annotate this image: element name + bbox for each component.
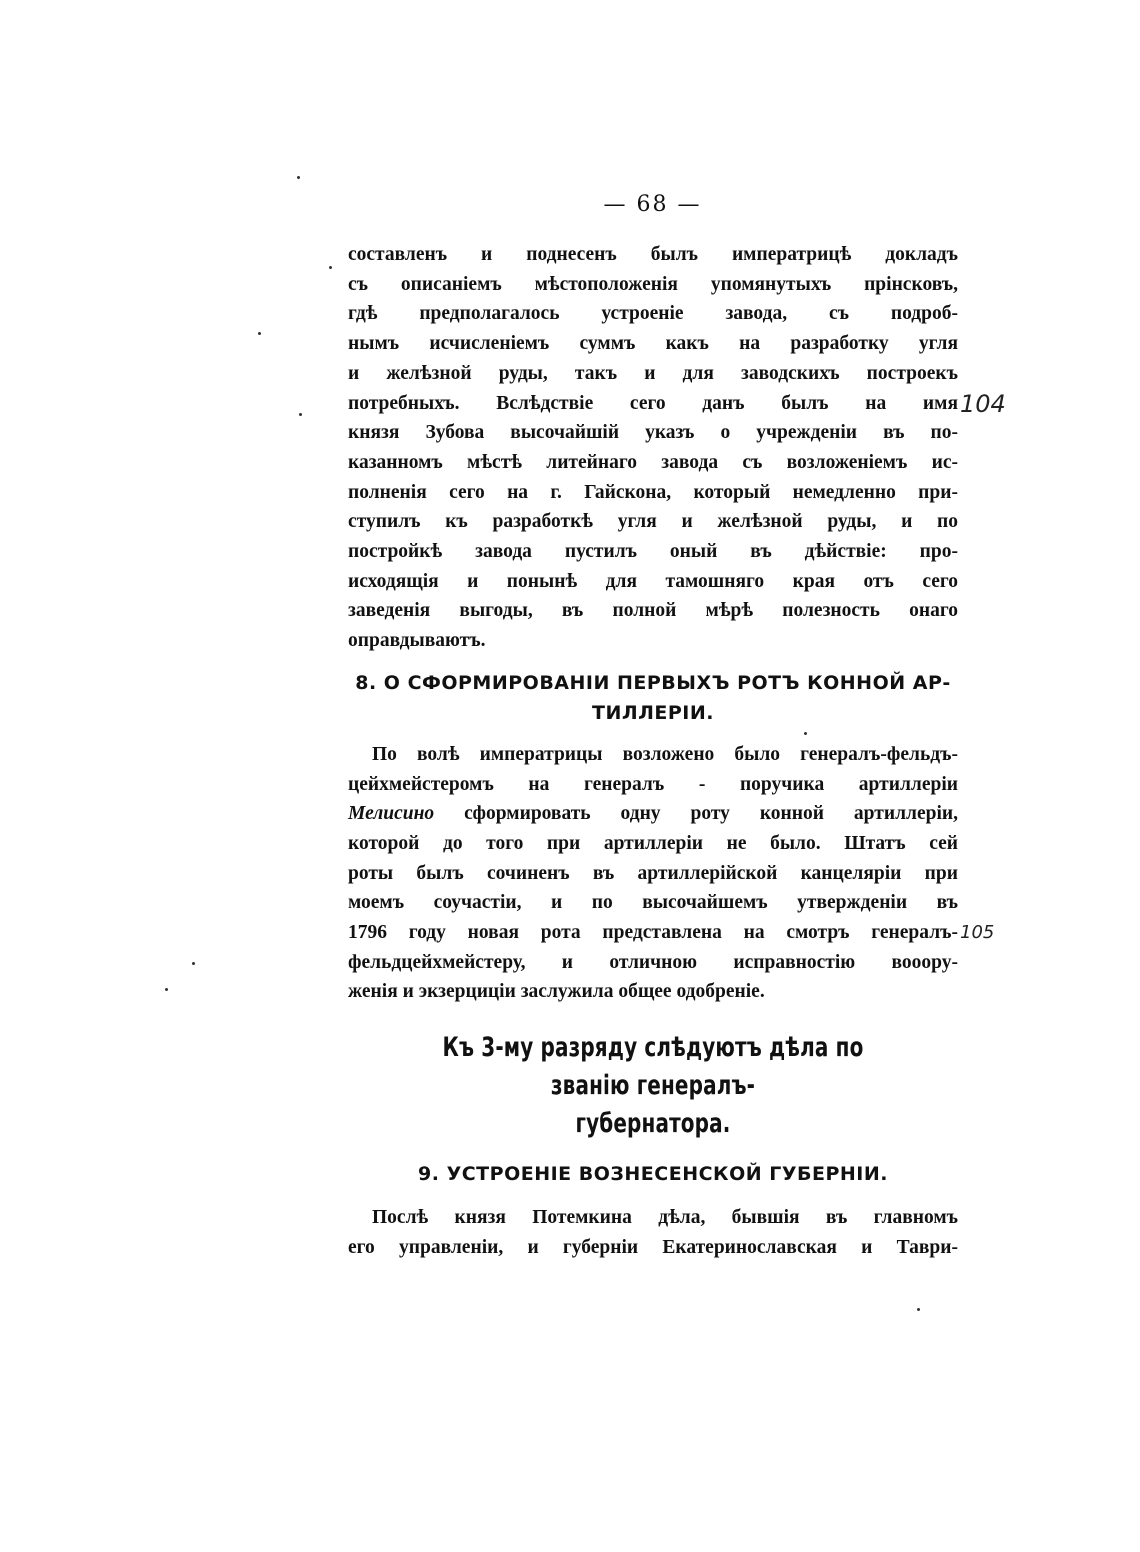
text-line-rest: сформировать одну роту конной артиллеріи, — [464, 803, 958, 825]
margin-note-104: 104 — [960, 390, 1006, 418]
text-line: исходящія и понынѣ для тамошняго края отъ сего — [348, 570, 958, 592]
section-9-heading: 9. УСТРОЕНІЕ ВОЗНЕСЕНСКОЙ ГУБЕРНІИ. — [418, 1163, 888, 1186]
text-line: роты былъ сочиненъ въ артиллерійской канцеляріи при — [348, 862, 958, 884]
text-line: оправдываютъ. — [348, 630, 486, 652]
section-8-paragraph — [348, 740, 958, 1007]
margin-note-105: 105 — [960, 922, 995, 943]
scan-speck — [917, 1308, 920, 1311]
text-line: фельдцейхмейстеру, и отличною исправностію вооору- — [348, 951, 958, 973]
text-line-with-name — [348, 799, 958, 829]
rank-heading — [427, 1029, 878, 1143]
text-line: гдѣ предполагалось устроеніе завода, съ подроб- — [348, 303, 958, 325]
text-line: которой до того при артиллеріи не было. Штатъ сей — [348, 832, 958, 854]
rank-heading-line2: губернатора. — [575, 1108, 731, 1140]
scan-speck — [192, 962, 195, 965]
text-line: ступилъ къ разработкѣ угля и желѣзной руды, и по — [348, 511, 958, 533]
scan-speck — [299, 413, 302, 416]
text-line: постройкѣ завода пустилъ оный въ дѣйствіе: про- — [348, 541, 958, 563]
text-line: князя Зубова высочайшій указъ о учрежденіи въ по- — [348, 422, 958, 444]
text-line: цейхмейстеромъ на генералъ - поручика артиллеріи — [348, 773, 958, 795]
text-line: 1796 году новая рота представлена на смотръ генералъ- — [348, 922, 958, 944]
scan-speck — [804, 732, 807, 735]
text-line: и желѣзной руды, такъ и для заводскихъ построекъ — [348, 362, 958, 384]
text-line: нымъ исчисленіемъ суммъ какъ на разработку угля — [348, 333, 958, 355]
text-line: По волѣ императрицы возложено было генералъ-фельдъ- — [372, 743, 958, 765]
text-line: составленъ и поднесенъ былъ императрицѣ докладъ — [348, 244, 958, 265]
text-line: моемъ соучастіи, и по высочайшемъ утвержденіи въ — [348, 892, 958, 914]
section-9-paragraph — [348, 1203, 958, 1262]
text-line: заведенія выгоды, въ полной мѣрѣ полезность онаго — [348, 600, 958, 622]
section-8-heading-line2: ТИЛЛЕРІИ. — [591, 701, 715, 724]
text-line: съ описаніемъ мѣстоположенія упомянутыхъ прінсковъ, — [348, 273, 958, 295]
scan-speck — [165, 988, 168, 991]
scan-speck — [329, 266, 332, 269]
italic-name: Мелисино — [348, 803, 435, 825]
text-line: Послѣ князя Потемкина дѣла, бывшія въ главномъ — [372, 1207, 958, 1229]
text-line: его управленіи, и губерніи Екатеринославская и Таври- — [348, 1236, 958, 1258]
scan-speck — [258, 332, 261, 335]
scan-speck — [297, 176, 300, 179]
continued-paragraph — [348, 240, 958, 656]
text-line: женія и экзерциціи заслужила общее одобреніе. — [348, 981, 765, 1003]
text-line: казанномъ мѣстѣ литейнаго завода съ возложеніемъ ис- — [348, 451, 958, 473]
rank-heading-line1: Къ 3-му разряду слѣдуютъ дѣла по званію генералъ- — [442, 1032, 864, 1102]
page-number: — 68 — — [603, 192, 702, 217]
text-line: потребныхъ. Вслѣдствіе сего данъ былъ на имя — [348, 392, 958, 414]
section-8-heading — [348, 668, 958, 728]
text-line: полненія сего на г. Гайскона, который немедленно при- — [348, 481, 958, 503]
text-column — [348, 240, 958, 1263]
section-8-heading-line1: 8. О СФОРМИРОВАНІИ ПЕРВЫХЪ РОТЪ КОННОЙ АР- — [355, 671, 951, 694]
